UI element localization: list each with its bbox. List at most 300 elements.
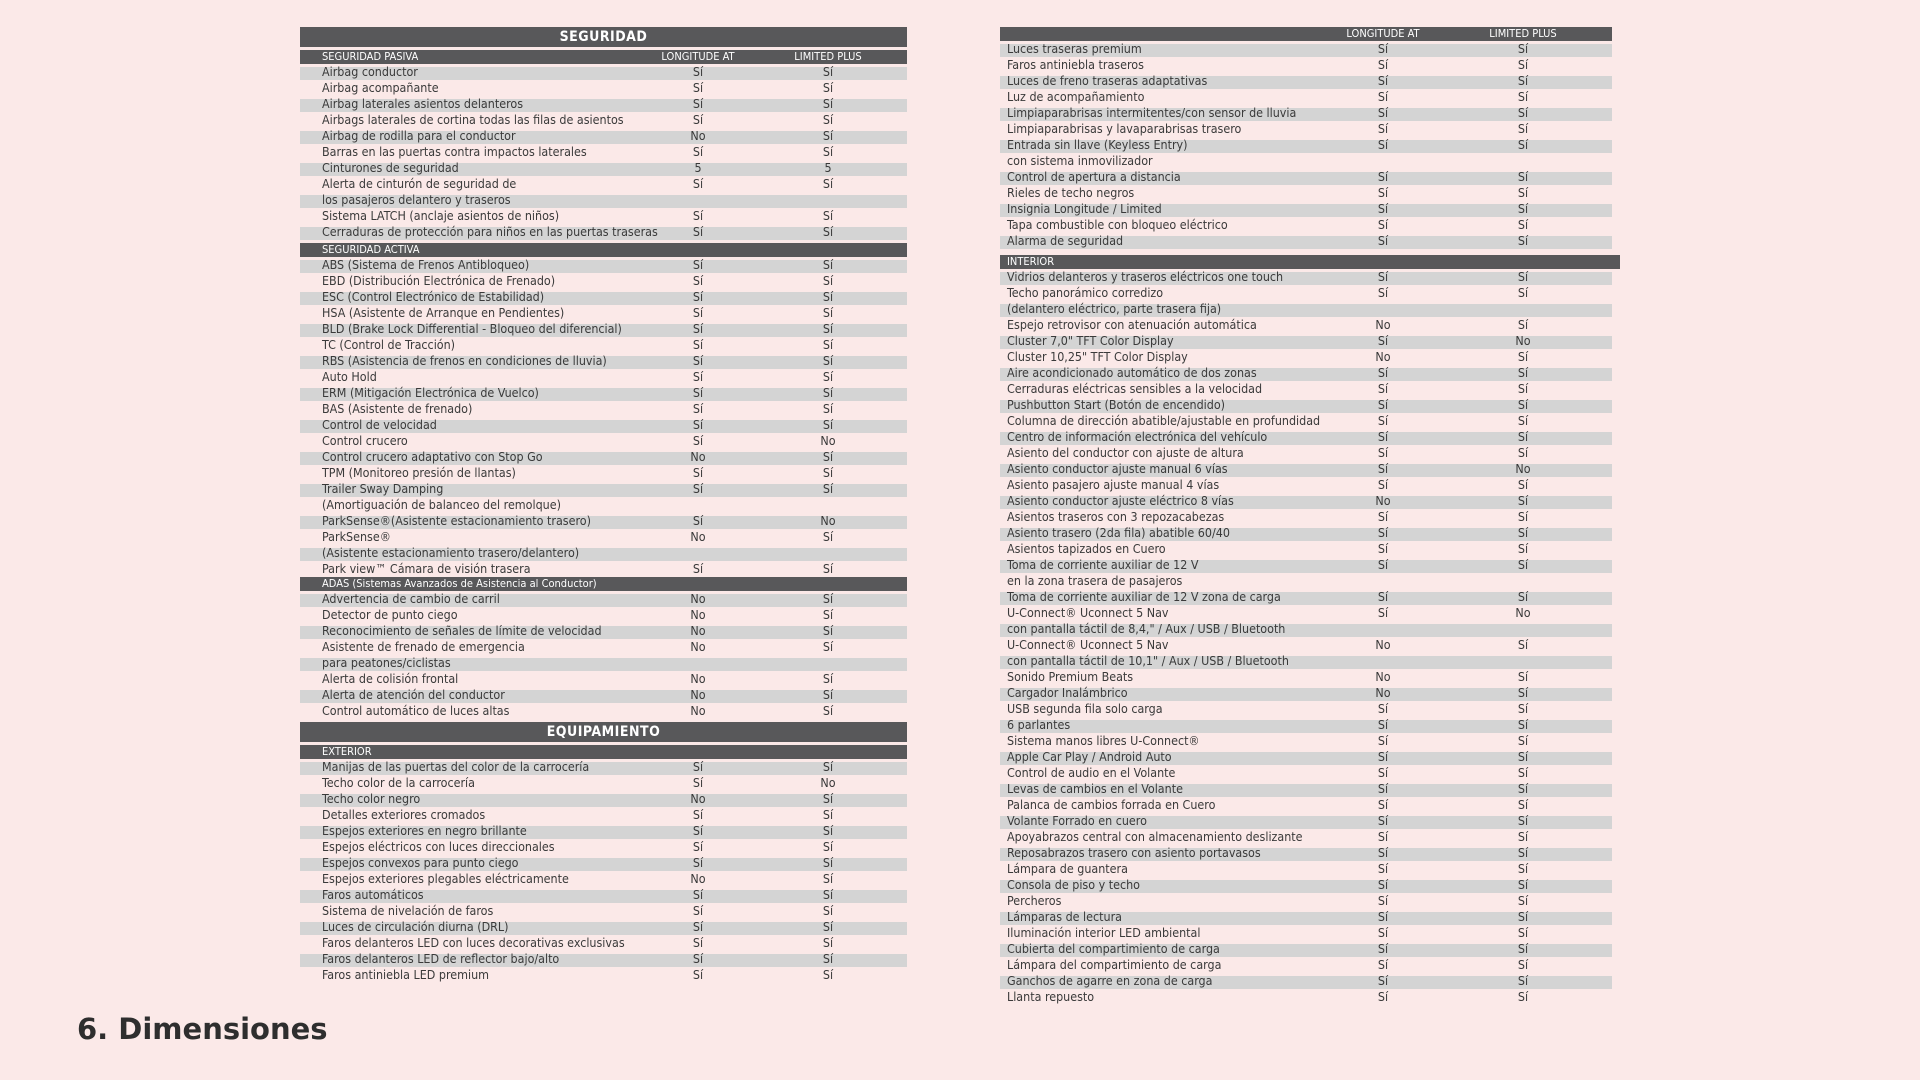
spec-row [1000,973,1612,989]
spec-feature: Limpiaparabrisas y lavaparabrisas trasero [1007,121,1242,136]
spec-feature: Llanta repuesto [1007,989,1095,1004]
spec-row [300,903,907,919]
spec-value-longitude: Sí [1377,285,1389,300]
spec-value-longitude: Sí [1377,121,1389,136]
spec-feature: Asientos traseros con 3 repozacabezas [1007,509,1225,524]
spec-value-longitude: Sí [692,759,704,774]
spec-row [300,369,907,385]
spec-row [1000,989,1612,1005]
spec-value-longitude: No [690,639,706,654]
spec-feature: Control crucero adaptativo con Stop Go [322,449,543,464]
spec-row [300,513,907,529]
spec-feature: (Amortiguación de balanceo del remolque) [322,497,561,512]
rows-activa [300,257,907,577]
spec-feature: Toma de corriente auxiliar de 12 V [1007,557,1199,572]
spec-feature: Iluminación interior LED ambiental [1007,925,1201,940]
spec-row [300,935,907,951]
spec-value-longitude: Sí [692,417,704,432]
spec-feature: HSA (Asistente de Arranque en Pendientes) [322,305,565,320]
spec-feature: Apoyabrazos central con almacenamiento deslizante [1007,829,1303,844]
spec-feature: Rieles de techo negros [1007,185,1135,200]
spec-value-limited: Sí [1517,589,1529,604]
spec-row [300,951,907,967]
spec-value-limited: Sí [1517,765,1529,780]
spec-row [1000,637,1612,653]
spec-row [300,703,907,719]
spec-row [1000,333,1612,349]
spec-row [1000,861,1612,877]
spec-value-longitude: Sí [1377,861,1389,876]
spec-value-limited: Sí [822,417,834,432]
spec-value-limited: Sí [822,80,834,95]
spec-feature: Airbag acompañante [322,80,439,95]
spec-feature: Control de velocidad [322,417,437,432]
spec-value-longitude: Sí [1377,41,1389,56]
spec-row [1000,829,1612,845]
spec-value-longitude: Sí [692,855,704,870]
spec-value-longitude: Sí [1377,397,1389,412]
spec-row [1000,413,1612,429]
spec-row [300,871,907,887]
spec-row [1000,41,1612,57]
spec-row [1000,653,1612,669]
spec-value-limited: Sí [1517,137,1529,152]
spec-value-longitude: Sí [1377,717,1389,732]
spec-feature: Control crucero [322,433,408,448]
spec-value-longitude: No [1375,317,1391,332]
spec-value-limited: Sí [822,224,834,239]
column-header-bar [1000,27,1612,41]
spec-row [300,305,907,321]
spec-feature: Asiento trasero (2da fila) abatible 60/40 [1007,525,1230,540]
spec-value-limited: Sí [822,529,834,544]
spec-value-longitude: Sí [692,224,704,239]
spec-value-limited: No [820,775,836,790]
spec-row [300,759,907,775]
spec-value-longitude: Sí [692,96,704,111]
spec-row [1000,445,1612,461]
spec-row [1000,893,1612,909]
spec-value-limited: Sí [1517,233,1529,248]
spec-value-longitude: Sí [692,385,704,400]
spec-value-longitude: Sí [1377,89,1389,104]
spec-feature: Control automático de luces altas [322,703,510,718]
spec-value-limited: Sí [822,96,834,111]
subsection-title: SEGURIDAD ACTIVA [322,243,420,256]
spec-value-longitude: Sí [1377,525,1389,540]
spec-feature: Faros automáticos [322,887,424,902]
spec-feature: BAS (Asistente de frenado) [322,401,473,416]
spec-feature: Detector de punto ciego [322,607,458,622]
spec-value-limited: Sí [822,887,834,902]
spec-value-limited: Sí [1517,925,1529,940]
spec-value-longitude: Sí [1377,765,1389,780]
spec-value-longitude: Sí [1377,781,1389,796]
spec-row [1000,749,1612,765]
spec-row [300,176,907,192]
spec-feature: Cluster 7,0" TFT Color Display [1007,333,1174,348]
subsection-title: ADAS (Sistemas Avanzados de Asistencia al Conductor) [322,577,597,590]
spec-value-longitude: Sí [1377,893,1389,908]
spec-value-longitude: No [1375,349,1391,364]
spec-row [1000,381,1612,397]
spec-value-longitude: Sí [1377,797,1389,812]
spec-row [300,257,907,273]
spec-value-limited: Sí [822,671,834,686]
spec-value-limited: Sí [1517,381,1529,396]
spec-value-longitude: Sí [1377,749,1389,764]
spec-value-longitude: Sí [1377,169,1389,184]
spec-feature: Asiento conductor ajuste eléctrico 8 vías [1007,493,1234,508]
spec-row [300,775,907,791]
spec-row [1000,121,1612,137]
spec-value-limited: Sí [1517,893,1529,908]
spec-feature: Cerraduras eléctricas sensibles a la velocidad [1007,381,1263,396]
left-spec-column [300,27,907,983]
spec-row [300,465,907,481]
spec-value-longitude: Sí [1377,429,1389,444]
spec-value-longitude: 5 [694,160,702,175]
spec-value-limited: Sí [1517,57,1529,72]
spec-row [1000,57,1612,73]
spec-value-limited: Sí [1517,201,1529,216]
spec-value-longitude: No [690,871,706,886]
spec-feature: Sistema de nivelación de faros [322,903,494,918]
spec-feature: Faros antiniebla traseros [1007,57,1144,72]
spec-feature: Vidrios delanteros y traseros eléctricos one touch [1007,269,1284,284]
spec-value-longitude: Sí [1377,413,1389,428]
spec-row [1000,605,1612,621]
spec-value-limited: Sí [822,639,834,654]
spec-row [1000,185,1612,201]
spec-row [1000,589,1612,605]
spec-feature: Cerraduras de protección para niños en las puertas traseras [322,224,658,239]
spec-value-longitude: Sí [1377,201,1389,216]
spec-value-longitude: No [690,791,706,806]
spec-row [1000,733,1612,749]
spec-feature: Asistente de frenado de emergencia [322,639,525,654]
spec-row [1000,669,1612,685]
spec-row [1000,701,1612,717]
spec-value-longitude: No [1375,685,1391,700]
spec-value-longitude: Sí [692,823,704,838]
spec-row [300,623,907,639]
spec-value-limited: No [820,513,836,528]
spec-value-longitude: Sí [1377,813,1389,828]
spec-feature: Trailer Sway Damping [322,481,444,496]
spec-row [1000,541,1612,557]
subsection-header-interior [1000,255,1620,269]
spec-value-longitude: Sí [692,481,704,496]
spec-value-limited: Sí [822,321,834,336]
spec-value-limited: Sí [822,561,834,576]
column-header-longitude: LONGITUDE AT [661,50,735,63]
spec-value-longitude: Sí [1377,541,1389,556]
spec-value-limited: Sí [1517,669,1529,684]
spec-value-limited: Sí [1517,445,1529,460]
spec-value-longitude: Sí [692,353,704,368]
spec-feature: Luces de freno traseras adaptativas [1007,73,1208,88]
subsection-header-adas [300,577,907,591]
spec-value-longitude: Sí [692,305,704,320]
spec-value-longitude: Sí [1377,137,1389,152]
spec-value-longitude: Sí [1377,73,1389,88]
rows-interior [1000,269,1612,1005]
subsection-header-pasiva [300,50,907,64]
spec-value-longitude: Sí [692,401,704,416]
spec-row [1000,429,1612,445]
spec-value-limited: Sí [1517,813,1529,828]
spec-value-limited: Sí [1517,105,1529,120]
spec-row [300,497,907,513]
spec-row [1000,169,1612,185]
spec-value-limited: Sí [822,903,834,918]
spec-value-limited: Sí [1517,973,1529,988]
spec-value-longitude: Sí [1377,217,1389,232]
spec-feature: Park view™ Cámara de visión trasera [322,561,531,576]
spec-feature: Asiento del conductor con ajuste de altura [1007,445,1244,460]
spec-row [300,839,907,855]
spec-feature: Espejos exteriores en negro brillante [322,823,527,838]
spec-feature: Luces traseras premium [1007,41,1142,56]
spec-value-longitude: Sí [1377,477,1389,492]
spec-value-limited: Sí [1517,797,1529,812]
spec-feature: Entrada sin llave (Keyless Entry) [1007,137,1188,152]
spec-feature: Lámparas de lectura [1007,909,1122,924]
column-header-limited: LIMITED PLUS [1489,27,1557,40]
spec-value-limited: Sí [822,305,834,320]
spec-value-longitude: No [690,128,706,143]
spec-feature: ABS (Sistema de Frenos Antibloqueo) [322,257,530,272]
spec-value-limited: Sí [822,759,834,774]
spec-feature: Manijas de las puertas del color de la carrocería [322,759,590,774]
spec-feature: Toma de corriente auxiliar de 12 V zona de carga [1007,589,1281,604]
spec-feature: Alarma de seguridad [1007,233,1124,248]
spec-value-limited: Sí [822,401,834,416]
spec-row [300,433,907,449]
spec-value-limited: Sí [822,607,834,622]
spec-value-longitude: Sí [1377,509,1389,524]
spec-row [300,449,907,465]
spec-feature: Apple Car Play / Android Auto [1007,749,1172,764]
spec-row [300,144,907,160]
spec-value-longitude: Sí [1377,589,1389,604]
spec-value-longitude: No [690,591,706,606]
spec-row [300,273,907,289]
spec-value-longitude: No [1375,669,1391,684]
spec-value-longitude: Sí [692,839,704,854]
spec-value-limited: Sí [1517,525,1529,540]
spec-row [1000,813,1612,829]
spec-value-limited: Sí [1517,781,1529,796]
spec-value-limited: Sí [1517,73,1529,88]
spec-row [1000,845,1612,861]
spec-value-longitude: Sí [1377,909,1389,924]
spec-row [1000,509,1612,525]
spec-value-limited: Sí [822,289,834,304]
spec-value-longitude: Sí [692,112,704,127]
section-title-seguridad: SEGURIDAD [300,27,907,47]
spec-value-longitude: Sí [692,64,704,79]
spec-row [1000,477,1612,493]
spec-value-limited: Sí [822,703,834,718]
spec-feature: Techo color negro [322,791,421,806]
spec-feature: Cubierta del compartimiento de carga [1007,941,1220,956]
spec-row [300,607,907,623]
spec-feature: USB segunda fila solo carga [1007,701,1163,716]
spec-feature: ESC (Control Electrónico de Estabilidad) [322,289,545,304]
spec-value-limited: Sí [1517,749,1529,764]
spec-value-longitude: Sí [1377,381,1389,396]
spec-value-limited: Sí [822,481,834,496]
spec-feature: Faros antiniebla LED premium [322,967,490,982]
spec-row [300,791,907,807]
spec-feature: Asiento conductor ajuste manual 6 vías [1007,461,1228,476]
spec-value-limited: Sí [822,591,834,606]
spec-value-limited: Sí [822,257,834,272]
spec-row [300,112,907,128]
spec-feature: Centro de información electrónica del vehículo [1007,429,1268,444]
spec-value-limited: Sí [822,687,834,702]
subsection-title: SEGURIDAD PASIVA [322,50,419,63]
spec-value-limited: Sí [822,112,834,127]
spec-value-limited: Sí [1517,829,1529,844]
spec-value-limited: No [1515,461,1531,476]
spec-feature: Espejos convexos para punto ciego [322,855,519,870]
spec-feature: U-Connect® Uconnect 5 Nav [1007,605,1169,620]
spec-feature: Techo color de la carrocería [322,775,475,790]
spec-feature: Aire acondicionado automático de dos zonas [1007,365,1257,380]
spec-value-longitude: Sí [692,208,704,223]
spec-value-longitude: Sí [1377,733,1389,748]
spec-value-longitude: No [1375,493,1391,508]
spec-feature: Percheros [1007,893,1062,908]
spec-value-limited: Sí [1517,429,1529,444]
spec-row [300,671,907,687]
spec-feature: Luz de acompañamiento [1007,89,1145,104]
spec-value-limited: Sí [1517,41,1529,56]
spec-feature: Faros delanteros LED con luces decorativas exclusivas [322,935,625,950]
spec-value-limited: Sí [822,935,834,950]
spec-feature: TC (Control de Tracción) [322,337,456,352]
spec-feature: Airbag laterales asientos delanteros [322,96,523,111]
spec-feature: Limpiaparabrisas intermitentes/con sensor de lluvia [1007,105,1297,120]
spec-row [300,823,907,839]
spec-value-longitude: Sí [692,775,704,790]
section-title-equipamiento: EQUIPAMIENTO [300,722,907,742]
spec-value-limited: Sí [1517,941,1529,956]
spec-feature: EBD (Distribución Electrónica de Frenado) [322,273,556,288]
spec-feature: Asientos tapizados en Cuero [1007,541,1166,556]
spec-feature: Cargador Inalámbrico [1007,685,1128,700]
spec-feature: Espejos exteriores plegables eléctricamente [322,871,569,886]
spec-row [300,687,907,703]
column-header-longitude: LONGITUDE AT [1346,27,1420,40]
spec-value-limited: Sí [822,449,834,464]
spec-value-limited: Sí [822,369,834,384]
spec-value-limited: Sí [1517,365,1529,380]
spec-row [1000,153,1612,169]
spec-value-limited: Sí [1517,701,1529,716]
spec-value-longitude: Sí [692,80,704,95]
spec-value-limited: Sí [822,807,834,822]
spec-value-limited: Sí [822,823,834,838]
spec-value-limited: Sí [1517,317,1529,332]
spec-row [1000,217,1612,233]
spec-value-longitude: Sí [1377,701,1389,716]
spec-row [1000,717,1612,733]
spec-row [1000,89,1612,105]
spec-row [1000,269,1612,285]
spec-feature: Tapa combustible con bloqueo eléctrico [1007,217,1228,232]
spec-value-limited: Sí [822,64,834,79]
spec-value-longitude: Sí [1377,557,1389,572]
spec-value-limited: Sí [1517,185,1529,200]
spec-value-longitude: Sí [692,919,704,934]
spec-value-limited: Sí [1517,169,1529,184]
spec-row [1000,397,1612,413]
spec-value-longitude: Sí [692,967,704,982]
rows-exterior [300,759,907,983]
spec-feature: ParkSense® [322,529,391,544]
spec-row [1000,365,1612,381]
spec-value-limited: Sí [822,839,834,854]
subsection-header-activa [300,243,907,257]
spec-value-limited: Sí [1517,121,1529,136]
spec-row [300,887,907,903]
spec-value-limited: Sí [1517,845,1529,860]
spec-feature: con pantalla táctil de 10,1" / Aux / USB / Bluetooth [1007,653,1289,668]
spec-value-longitude: Sí [692,561,704,576]
spec-value-limited: Sí [1517,509,1529,524]
spec-value-longitude: Sí [692,433,704,448]
spec-value-longitude: Sí [692,257,704,272]
spec-value-limited: Sí [822,176,834,191]
spec-value-limited: Sí [1517,349,1529,364]
spec-row [300,967,907,983]
spec-row [1000,909,1612,925]
spec-feature: Reposabrazos trasero con asiento portavasos [1007,845,1261,860]
spec-feature: Insignia Longitude / Limited [1007,201,1162,216]
spec-row [1000,573,1612,589]
spec-value-longitude: Sí [692,321,704,336]
spec-value-limited: Sí [1517,733,1529,748]
spec-value-longitude: Sí [692,273,704,288]
spec-feature: con pantalla táctil de 8,4," / Aux / USB / Bluetooth [1007,621,1286,636]
spec-value-limited: Sí [1517,541,1529,556]
spec-value-longitude: Sí [1377,333,1389,348]
spec-feature: Barras en las puertas contra impactos laterales [322,144,587,159]
spec-value-longitude: Sí [1377,605,1389,620]
spec-value-longitude: Sí [1377,445,1389,460]
spec-row [300,417,907,433]
spec-row [300,289,907,305]
spec-value-limited: Sí [1517,493,1529,508]
spec-row [300,80,907,96]
spec-feature: Advertencia de cambio de carril [322,591,500,606]
spec-row [1000,797,1612,813]
spec-value-longitude: Sí [1377,185,1389,200]
spec-value-longitude: Sí [692,337,704,352]
spec-feature: BLD (Brake Lock Differential - Bloqueo del diferencial) [322,321,622,336]
spec-feature: Ganchos de agarre en zona de carga [1007,973,1213,988]
spec-feature: Control de apertura a distancia [1007,169,1181,184]
spec-value-limited: Sí [822,465,834,480]
spec-feature: Luces de circulación diurna (DRL) [322,919,509,934]
spec-feature: Airbag conductor [322,64,418,79]
spec-row [1000,285,1612,301]
spec-row [1000,233,1612,249]
